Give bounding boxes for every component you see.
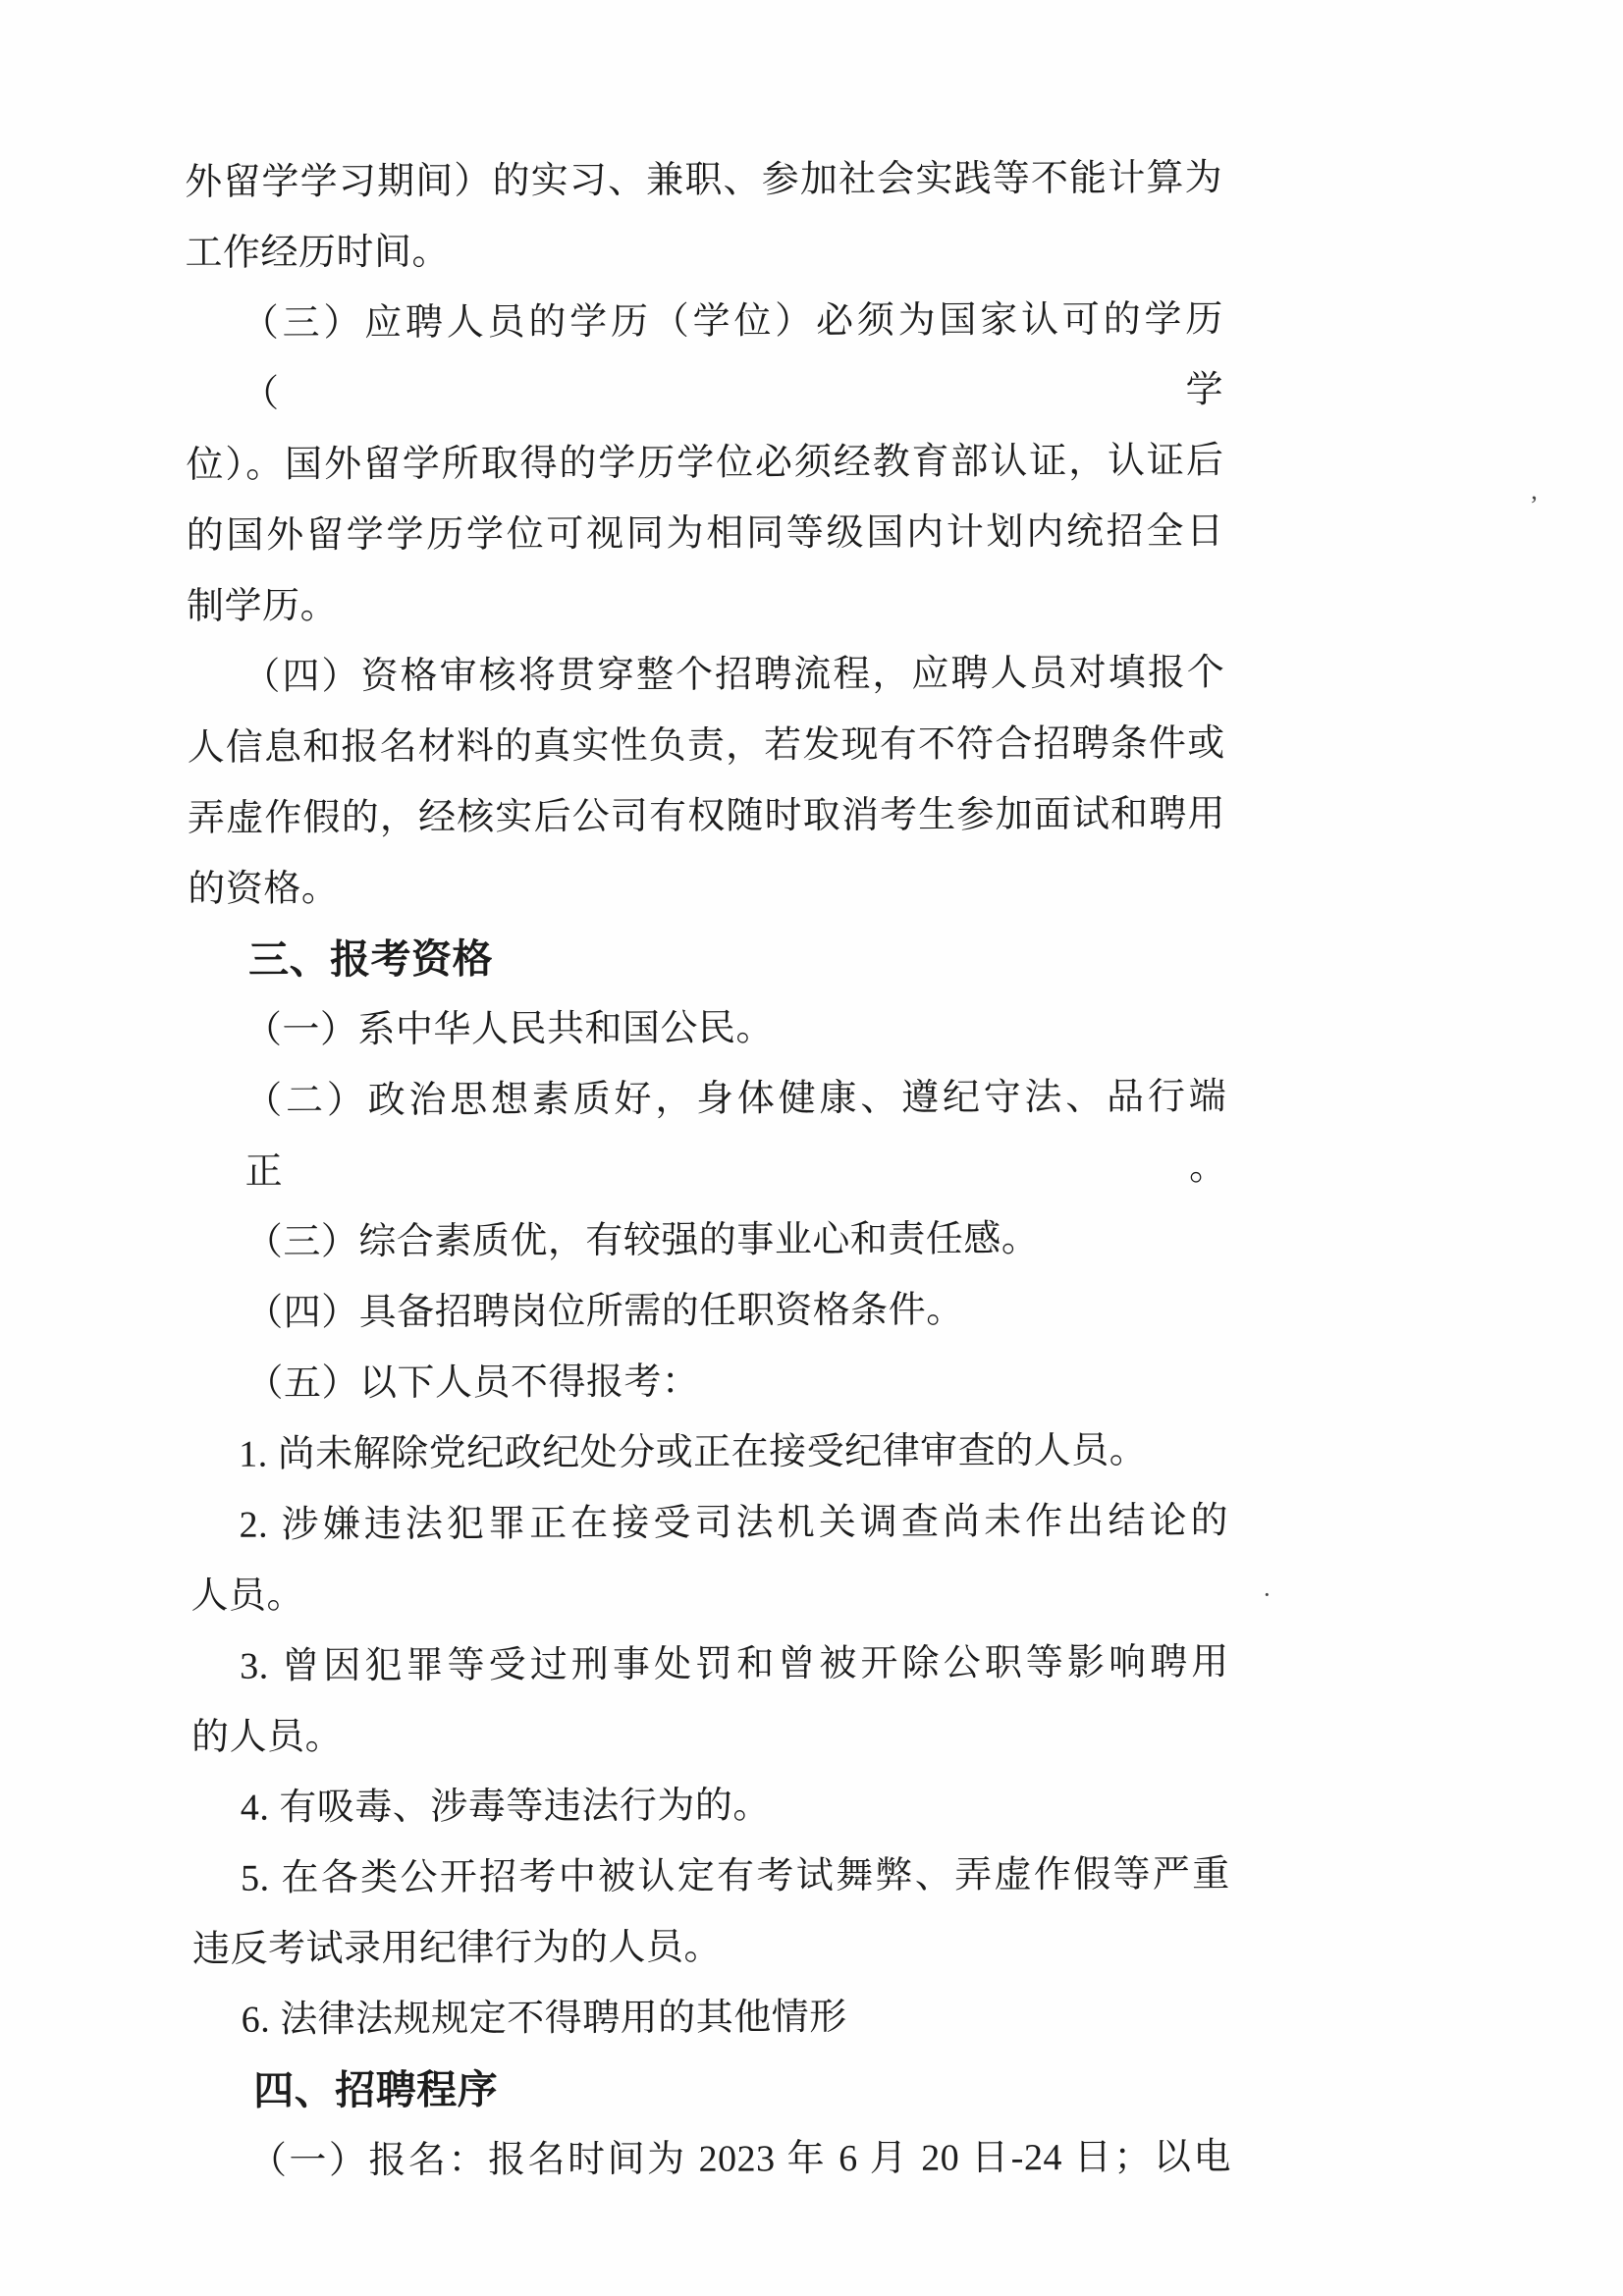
text-line: （二）政治思想素质好，身体健康、遵纪守法、品行端正。: [244, 1076, 1227, 1193]
text-line: 工作经历时间。: [185, 231, 451, 274]
section-heading: 四、招聘程序: [253, 2066, 499, 2113]
scan-speck: ·: [1263, 1580, 1271, 1609]
text-line: 3. 曾因犯罪等受过刑事处罚和曾被开除公职等影响聘用: [240, 1641, 1229, 1687]
text-line: （一）系中华人民共和国公民。: [243, 1007, 775, 1051]
text-line: 6. 法律法规规定不得聘用的其他情形: [241, 1997, 847, 2041]
text-line: 4. 有吸毒、涉毒等违法行为的。: [240, 1785, 771, 1829]
text-line: 5. 在各类公开招考中被认定有考试舞弊、弄虚作假等严重: [240, 1853, 1230, 1899]
text-line: 的资格。: [188, 868, 340, 910]
text-line: 的人员。: [190, 1716, 344, 1758]
scan-speck: ʼ: [1530, 491, 1539, 519]
text-line: 的国外留学学历学位可视同为相同等级国内计划内统招全日: [186, 510, 1224, 557]
document-text-column: [185, 142, 1231, 2197]
text-line: （三）综合素质优，有较强的事业心和责任感。: [244, 1218, 1040, 1263]
text-line: 位）。国外留学所取得的学历学位必须经教育部认证，认证后: [186, 440, 1224, 486]
text-line: 2. 涉嫌违法犯罪正在接受司法机关调查尚未作出结论的: [239, 1500, 1229, 1546]
section-heading: 三、报考资格: [248, 935, 494, 983]
text-line: 人员。: [190, 1575, 305, 1617]
text-line: （四）资格审核将贯穿整个招聘流程，应聘人员对填报个: [243, 652, 1225, 698]
text-line: 制学历。: [186, 585, 339, 627]
text-line: 外留学学习期间）的实习、兼职、参加社会实践等不能计算为: [185, 157, 1223, 203]
text-line: 人信息和报名材料的真实性负责，若发现有不符合招聘条件或: [187, 722, 1225, 769]
text-line: （四）具备招聘岗位所需的任职资格条件。: [245, 1289, 964, 1334]
text-line: （一）报名：报名时间为 2023 年 6 月 20 日-24 日；以电: [248, 2136, 1232, 2182]
text-line: 弄虚作假的，经核实后公司有权随时取消考生参加面试和聘用: [187, 793, 1226, 839]
text-line: （五）以下人员不得报考：: [245, 1361, 700, 1405]
text-line: 违反考试录用纪律行为的人员。: [191, 1926, 723, 1970]
text-line: 1. 尚未解除党纪政纪处分或正在接受纪律审查的人员。: [239, 1429, 1148, 1475]
text-line: （三）应聘人员的学历（学位）必须为国家认可的学历（学: [241, 298, 1224, 415]
